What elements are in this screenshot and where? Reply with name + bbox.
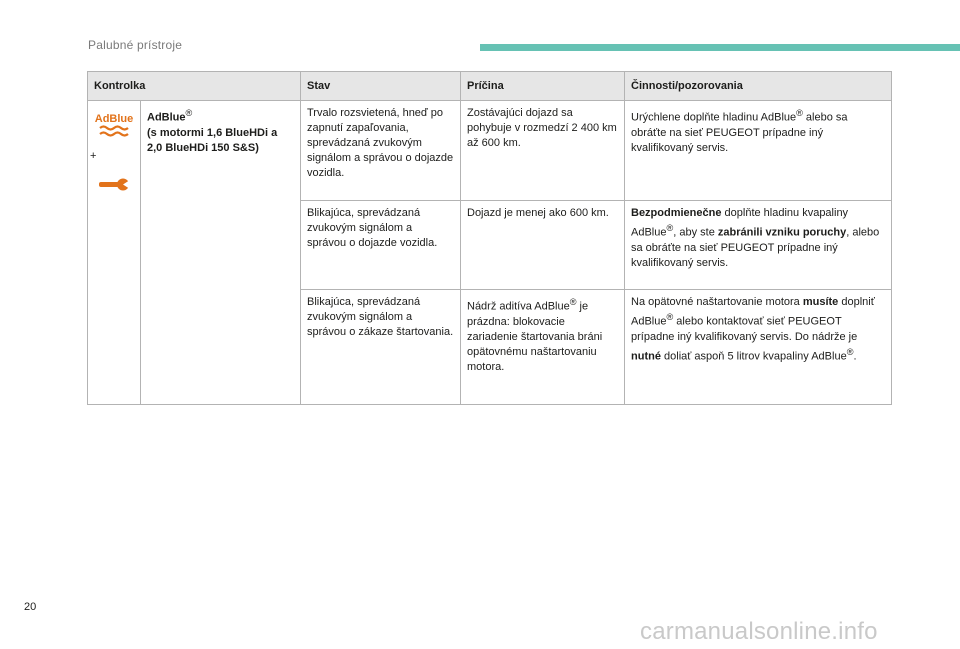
indicator-name-cell [141, 101, 301, 405]
watermark: carmanualsonline.info [640, 618, 878, 645]
action-text: alebo kontaktovať sieť PEUGEOT prípadne iný kvalifikovaný servis. Do nádrže je [631, 315, 858, 343]
cause-cell [461, 290, 625, 405]
state-cell: Blikajúca, sprevádzaná zvukovým signálom a správou o dojazde vozidla. [301, 201, 461, 290]
registered-mark: ® [185, 108, 193, 118]
column-header-pricina: Príčina [461, 72, 625, 101]
wrench-icon [98, 176, 130, 192]
state-cell: Trvalo rozsvietená, hneď po zapnutí zapaľovania, sprevádzaná zvukovým signálom a správou o dojazde vozidla. [301, 101, 461, 201]
adblue-warning-icon [94, 111, 134, 139]
action-text: Na opätovné naštartovanie motora [631, 296, 803, 308]
action-emphasis: zabránili vzniku poruchy [717, 226, 847, 239]
registered-mark: ® [846, 346, 854, 357]
column-header-stav: Stav [301, 72, 461, 101]
action-emphasis: Bezpodmienečne [631, 207, 722, 219]
registered-mark: ® [666, 223, 674, 233]
action-text: , aby ste [673, 226, 718, 239]
adblue-icon-label: AdBlue [94, 113, 134, 125]
action-text: , alebo sa obráťte na sieť PEUGEOT prípadne iný kvalifikovaný servis. [631, 226, 880, 269]
section-title: Palubné prístroje [88, 38, 183, 52]
action-text: doliať aspoň 5 litrov kvapaliny AdBlue [660, 350, 847, 363]
registered-mark: ® [569, 297, 577, 307]
registered-mark: ® [796, 108, 803, 118]
indicator-engines: (s motormi 1,6 BlueHDi a 2,0 BlueHDi 150 S&S) [147, 126, 278, 154]
table-row [88, 101, 892, 201]
action-text: . [853, 350, 857, 363]
action-cell [625, 201, 892, 290]
action-text: doplňte hladinu kvapaliny AdBlue [631, 207, 849, 239]
table-header-row [88, 72, 892, 101]
action-text: doplniť AdBlue [631, 296, 875, 328]
warning-lamp-table [87, 71, 892, 405]
action-emphasis: nutné [631, 350, 661, 363]
indicator-icons-cell [88, 101, 141, 405]
cause-text: je prázdna: blokovacie zariadenie štartovania bráni opätovnému naštartovaniu motora. [467, 300, 603, 373]
column-header-cinnosti: Činnosti/pozorovania [625, 72, 892, 101]
cause-text: Nádrž aditíva AdBlue [467, 300, 570, 313]
action-emphasis: musíte [802, 296, 839, 308]
action-text: Urýchlene doplňte hladinu AdBlue [631, 111, 797, 124]
header-accent-bar [480, 44, 960, 51]
plus-sign: + [90, 150, 97, 162]
state-cell: Blikajúca, sprevádzaná zvukovým signálom a správou o zákaze štartovania. [301, 290, 461, 405]
page-number: 20 [24, 601, 37, 613]
action-cell [625, 101, 892, 201]
column-header-kontrolka: Kontrolka [88, 72, 301, 101]
cause-cell: Dojazd je menej ako 600 km. [461, 201, 625, 290]
cause-cell: Zostávajúci dojazd sa pohybuje v rozmedzí 2 400 km až 600 km. [461, 101, 625, 201]
action-text: alebo sa obráťte na sieť PEUGEOT prípadne iný kvalifikovaný servis. [631, 111, 848, 154]
indicator-name: AdBlue [147, 111, 186, 124]
action-cell [625, 290, 892, 405]
registered-mark: ® [666, 312, 674, 322]
